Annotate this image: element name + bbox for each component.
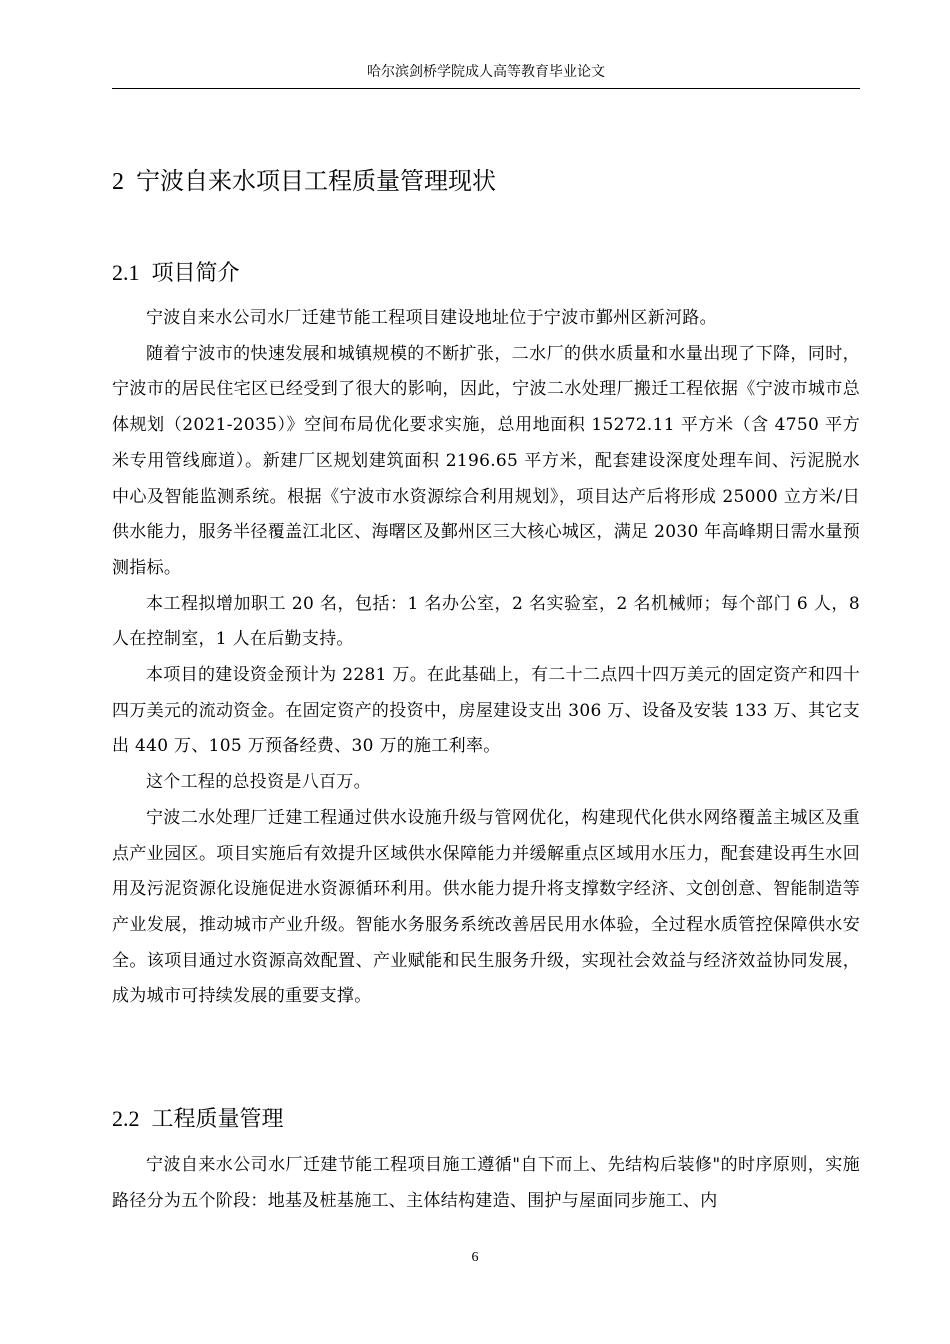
paragraph: 本项目的建设资金预计为 2281 万。在此基础上，有二十二点四十四万美元的固定资产和四十四万美元的流动资金。在固定资产的投资中，房屋建设支出 306 万、设备及安装 133 万、其它支出 440 万、105 万预备经费、30 万的施工利率。 [112,665,860,757]
section-2-2-body [112,1148,860,1219]
page-number: 6 [471,1250,479,1265]
chapter-title-text: 宁波自来水项目工程质量管理现状 [136,167,496,195]
section-title-text: 项目简介 [151,261,240,286]
section-title-2-2 [112,1104,284,1135]
section-title-2-1 [112,258,240,289]
paragraph: 本工程拟增加职工 20 名，包括：1 名办公室，2 名实验室，2 名机械师；每个部门 6 人，8 人在控制室，1 人在后勤支持。 [112,593,860,650]
paragraph: 随着宁波市的快速发展和城镇规模的不断扩张，二水厂的供水质量和水量出现了下降，同时，宁波市的居民住宅区已经受到了很大的影响，因此，宁波二水处理厂搬迁工程依据《宁波市城市总体规划（2021-2035）》空间布局优化要求实施，总用地面积 15272.11 平方米（含 4750 平方米专用管线廊道）。新建厂区规划建筑面积 2196.65 平方米，配套建设深度处理车间、污泥脱水中心及智能监测系统。根据《宁波市水资源综合利用规划》，项目达产后将形成 25000 立方米/日供水能力，服务半径覆盖江北区、海曙区及鄞州区三大核心城区，满足 2030 年高峰期日需水量预测指标。 [112,343,860,578]
section-number: 2.1 [112,260,140,285]
chapter-number: 2 [112,169,124,195]
running-header: 哈尔滨剑桥学院成人高等教育毕业论文 [367,64,605,80]
section-title-text: 工程质量管理 [151,1107,284,1132]
paragraph: 宁波自来水公司水厂迁建节能工程项目施工遵循"自下而上、先结构后装修"的时序原则，实施路径分为五个阶段：地基及桩基施工、主体结构建造、围护与屋面同步施工、内 [112,1155,860,1211]
paragraph: 宁波自来水公司水厂迁建节能工程项目建设地址位于宁波市鄞州区新河路。 [146,308,717,328]
chapter-title [112,164,496,199]
paragraph: 这个工程的总投资是八百万。 [146,772,371,793]
section-2-1-body [112,301,860,1015]
section-number: 2.2 [112,1106,140,1131]
paragraph: 宁波二水处理厂迁建工程通过供水设施升级与管网优化，构建现代化供水网络覆盖主城区及重点产业园区。项目实施后有效提升区域供水保障能力并缓解重点区域用水压力，配套建设再生水回用及污泥资源化设施促进水资源循环利用。供水能力提升将支撑数字经济、文创创意、智能制造等产业发展，推动城市产业升级。智能水务服务系统改善居民用水体验，全过程水质管控保障供水安全。该项目通过水资源高效配置、产业赋能和民生服务升级，实现社会效益与经济效益协同发展，成为城市可持续发展的重要支撑。 [112,807,860,1007]
header-divider [112,88,860,89]
